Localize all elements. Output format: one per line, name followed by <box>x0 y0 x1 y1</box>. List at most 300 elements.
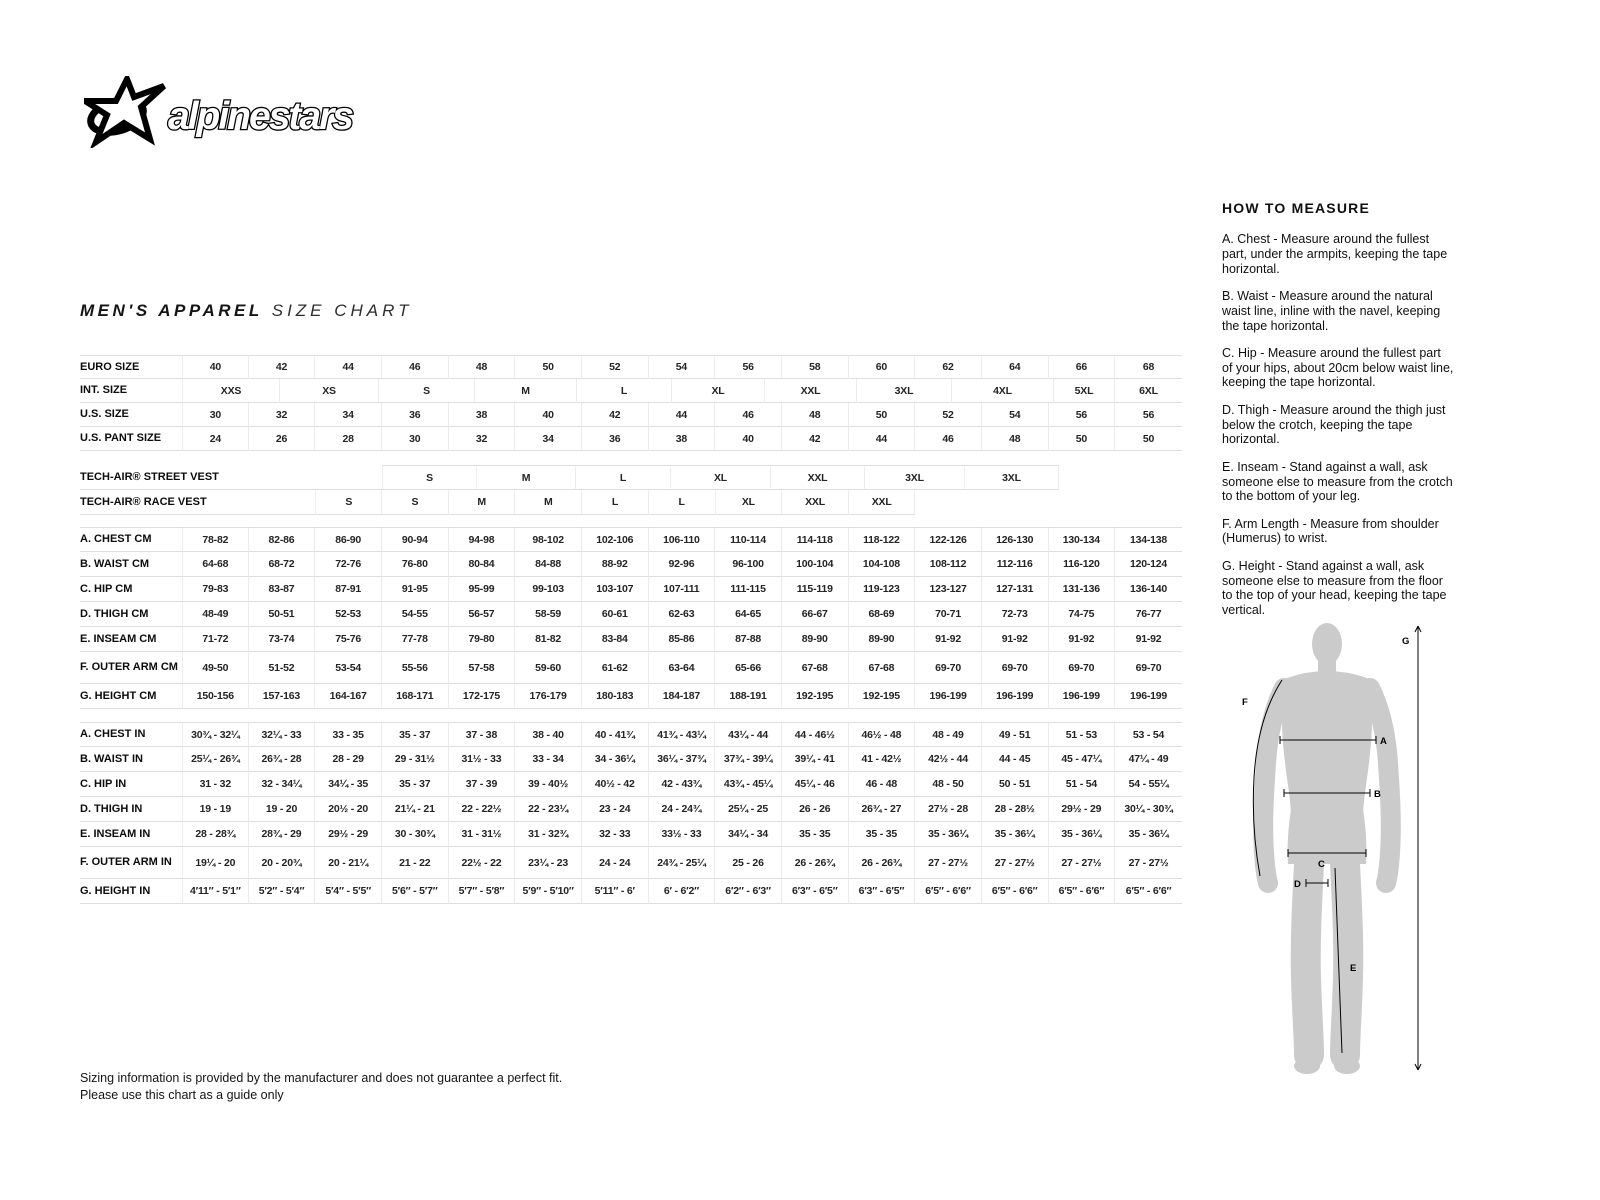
row-cells <box>182 797 1182 822</box>
table-row <box>80 797 1182 822</box>
size-cell: M <box>475 379 577 403</box>
size-cell: 69-70 <box>1115 652 1182 684</box>
size-cell: 157-163 <box>249 684 316 709</box>
size-cell: 6′5″ - 6′6″ <box>915 879 982 904</box>
size-cell: 120-124 <box>1115 552 1182 577</box>
size-cell: 60-61 <box>582 602 649 627</box>
size-cell: 130-134 <box>1049 527 1116 552</box>
size-cell: 172-175 <box>449 684 516 709</box>
size-cell: 38 <box>649 427 716 451</box>
measure-item: C. Hip - Measure around the fullest part of your hips, about 20cm below waist line, keeping the tape horizontal. <box>1222 346 1454 390</box>
size-cell: 56-57 <box>449 602 516 627</box>
size-cell: 79-83 <box>182 577 249 602</box>
size-cell: XL <box>671 465 771 490</box>
size-cell: 91-92 <box>982 627 1049 652</box>
label-inseam: E <box>1350 963 1357 974</box>
size-cell: 42 - 43¾ <box>649 772 716 797</box>
size-cell: 73-74 <box>249 627 316 652</box>
size-cell <box>249 490 316 515</box>
size-cell: 52 <box>915 403 982 427</box>
size-cell: 30 <box>382 427 449 451</box>
size-cell: 43¾ - 45¼ <box>715 772 782 797</box>
row-label: E. INSEAM IN <box>80 822 182 847</box>
table-row <box>80 403 1182 427</box>
size-cell: 19 - 20 <box>249 797 316 822</box>
table-row <box>80 527 1182 552</box>
size-cell: 69-70 <box>915 652 982 684</box>
size-cell: 58-59 <box>515 602 582 627</box>
row-label: E. INSEAM CM <box>80 627 182 652</box>
row-cells <box>182 490 1182 515</box>
size-cell: 27 - 27½ <box>982 847 1049 879</box>
label-chest: A <box>1380 736 1387 747</box>
size-cell: XXS <box>182 379 280 403</box>
size-cell: 3XL <box>965 465 1059 490</box>
size-cell: XXL <box>782 490 849 515</box>
size-cell: 21¼ - 21 <box>382 797 449 822</box>
size-cell: 116-120 <box>1049 552 1116 577</box>
size-cell: 103-107 <box>582 577 649 602</box>
label-thigh: D <box>1294 879 1301 890</box>
row-label: G. HEIGHT CM <box>80 684 182 709</box>
size-cell: 30 <box>182 403 249 427</box>
size-cell <box>1049 490 1116 515</box>
size-cell: 106-110 <box>649 527 716 552</box>
size-cell: 50 <box>515 355 582 379</box>
size-cell: 35 - 37 <box>382 722 449 747</box>
body-silhouette <box>1263 623 1391 1074</box>
size-cell: M <box>477 465 576 490</box>
size-cell: 46½ - 48 <box>849 722 916 747</box>
size-cell: 26¾ - 27 <box>849 797 916 822</box>
size-cell: 77-78 <box>382 627 449 652</box>
size-cell: 35 - 36¼ <box>915 822 982 847</box>
size-cell: 48 <box>782 403 849 427</box>
size-cell: 68-69 <box>849 602 916 627</box>
size-cell: 40½ - 42 <box>582 772 649 797</box>
size-cell: 69-70 <box>982 652 1049 684</box>
size-cell: 50 <box>1115 427 1182 451</box>
size-cell: 25 - 26 <box>715 847 782 879</box>
size-cell: 67-68 <box>849 652 916 684</box>
size-cell: 53-54 <box>315 652 382 684</box>
size-cell: 32¼ - 33 <box>249 722 316 747</box>
size-cell: 63-64 <box>649 652 716 684</box>
size-cell: 42 <box>582 403 649 427</box>
table-row <box>80 577 1182 602</box>
row-cells <box>182 465 1182 490</box>
row-label: C. HIP IN <box>80 772 182 797</box>
row-label: A. CHEST CM <box>80 527 182 552</box>
size-cell: 51-52 <box>249 652 316 684</box>
row-label: C. HIP CM <box>80 577 182 602</box>
size-cell: 34 <box>315 403 382 427</box>
size-cell: 89-90 <box>782 627 849 652</box>
size-cell: 48 - 49 <box>915 722 982 747</box>
size-cell: 52 <box>582 355 649 379</box>
table-row <box>80 684 1182 709</box>
size-cell: 22½ - 22 <box>449 847 516 879</box>
size-cell: 56 <box>1115 403 1182 427</box>
row-cells <box>182 822 1182 847</box>
how-to-measure-panel <box>1222 200 1454 631</box>
row-cells <box>182 627 1182 652</box>
size-cell: 51 - 54 <box>1049 772 1116 797</box>
size-cell: 58 <box>782 355 849 379</box>
size-cell: 115-119 <box>782 577 849 602</box>
disclaimer-line2: Please use this chart as a guide only <box>80 1088 284 1103</box>
size-cell: 40 <box>715 427 782 451</box>
size-cell: 44 <box>849 427 916 451</box>
size-cell: 66-67 <box>782 602 849 627</box>
row-label: F. OUTER ARM IN <box>80 847 182 879</box>
label-waist: B <box>1374 789 1381 800</box>
size-cell: 23¼ - 23 <box>515 847 582 879</box>
size-cell: 104-108 <box>849 552 916 577</box>
size-cell: 31½ - 33 <box>449 747 516 772</box>
size-cell: 79-80 <box>449 627 516 652</box>
row-label: U.S. SIZE <box>80 403 182 427</box>
size-cell: 33½ - 33 <box>649 822 716 847</box>
size-cell: 53 - 54 <box>1115 722 1182 747</box>
size-cell: 92-96 <box>649 552 716 577</box>
size-cell: 24 - 24¾ <box>649 797 716 822</box>
size-cell: 99-103 <box>515 577 582 602</box>
row-label: TECH-AIR® STREET VEST <box>80 465 182 490</box>
size-cell: 98-102 <box>515 527 582 552</box>
row-cells <box>182 747 1182 772</box>
row-label: D. THIGH CM <box>80 602 182 627</box>
size-cell: 94-98 <box>449 527 516 552</box>
how-to-measure-list <box>1222 232 1454 617</box>
size-cell: 85-86 <box>649 627 716 652</box>
size-cell: 32 - 33 <box>582 822 649 847</box>
size-cell: 36 <box>382 403 449 427</box>
size-cell: 55-56 <box>382 652 449 684</box>
size-cell: 196-199 <box>1115 684 1182 709</box>
size-cell: 96-100 <box>715 552 782 577</box>
size-cell: 22 - 22½ <box>449 797 516 822</box>
size-cell: XXL <box>849 490 916 515</box>
table-row <box>80 355 1182 379</box>
size-cell: 48 - 50 <box>915 772 982 797</box>
size-cell: 192-195 <box>849 684 916 709</box>
size-cell: 29½ - 29 <box>1049 797 1116 822</box>
size-cell: 83-84 <box>582 627 649 652</box>
size-cell: 37 - 39 <box>449 772 516 797</box>
row-label: G. HEIGHT IN <box>80 879 182 904</box>
size-cell: 46 <box>915 427 982 451</box>
size-cell: 196-199 <box>915 684 982 709</box>
size-cell: 45¼ - 46 <box>782 772 849 797</box>
size-cell: XXL <box>771 465 865 490</box>
how-to-measure-title: HOW TO MEASURE <box>1222 200 1370 216</box>
size-cell: 44 - 46½ <box>782 722 849 747</box>
size-cell: 54 - 55¼ <box>1115 772 1182 797</box>
size-cell: 39 - 40½ <box>515 772 582 797</box>
row-cells <box>182 355 1182 379</box>
size-cell: 5′11″ - 6′ <box>582 879 649 904</box>
row-cells <box>182 527 1182 552</box>
table-row <box>80 552 1182 577</box>
size-cell: 82-86 <box>249 527 316 552</box>
size-cell: 30¾ - 32¼ <box>182 722 249 747</box>
size-cell: 71-72 <box>182 627 249 652</box>
size-cell: 4′11″ - 5′1″ <box>182 879 249 904</box>
size-cell: 31 - 31½ <box>449 822 516 847</box>
size-cell: 25¼ - 25 <box>715 797 782 822</box>
size-cell: M <box>449 490 516 515</box>
size-cell: S <box>315 490 382 515</box>
size-cell: L <box>576 465 671 490</box>
size-cell: 26 - 26 <box>782 797 849 822</box>
size-cell: 28 - 28½ <box>982 797 1049 822</box>
row-label: EURO SIZE <box>80 355 182 379</box>
size-cell: 5′2″ - 5′4″ <box>249 879 316 904</box>
size-cell: 54-55 <box>382 602 449 627</box>
row-cells <box>182 602 1182 627</box>
table-row <box>80 427 1182 451</box>
size-cell: 36¼ - 37¾ <box>649 747 716 772</box>
row-cells <box>182 403 1182 427</box>
size-cell: 69-70 <box>1049 652 1116 684</box>
size-cell: 20½ - 20 <box>315 797 382 822</box>
size-cell: 42½ - 44 <box>915 747 982 772</box>
measure-item: F. Arm Length - Measure from shoulder (Humerus) to wrist. <box>1222 516 1439 546</box>
measurement-figure <box>1232 618 1432 1080</box>
size-cell: S <box>382 465 477 490</box>
size-cell: 38 <box>449 403 516 427</box>
size-cell: 33 - 34 <box>515 747 582 772</box>
size-cell: M <box>515 490 582 515</box>
size-cell: 176-179 <box>515 684 582 709</box>
size-cell: 76-77 <box>1115 602 1182 627</box>
size-cell: 42 <box>782 427 849 451</box>
size-cell: 180-183 <box>582 684 649 709</box>
size-cell: 118-122 <box>849 527 916 552</box>
size-cell: 47¼ - 49 <box>1115 747 1182 772</box>
size-cell: S <box>382 490 449 515</box>
size-cell: 108-112 <box>915 552 982 577</box>
size-cell: 26 - 26¾ <box>782 847 849 879</box>
size-cell: 50-51 <box>249 602 316 627</box>
size-cell: 76-80 <box>382 552 449 577</box>
size-cell: 111-115 <box>715 577 782 602</box>
size-cell: 188-191 <box>715 684 782 709</box>
table-row <box>80 879 1182 904</box>
size-cell: 48 <box>982 427 1049 451</box>
size-cell: 123-127 <box>915 577 982 602</box>
row-label: U.S. PANT SIZE <box>80 427 182 451</box>
size-cell: 32 <box>449 427 516 451</box>
size-cell: 43¼ - 44 <box>715 722 782 747</box>
size-cell: 61-62 <box>582 652 649 684</box>
size-cell: XL <box>716 490 783 515</box>
size-cell: 37¾ - 39¼ <box>715 747 782 772</box>
size-cell: 126-130 <box>982 527 1049 552</box>
size-cell: 78-82 <box>182 527 249 552</box>
size-cell: 52-53 <box>315 602 382 627</box>
size-cell: 150-156 <box>182 684 249 709</box>
size-cell: 196-199 <box>982 684 1049 709</box>
size-cell: 91-92 <box>1049 627 1116 652</box>
size-cell: 196-199 <box>1049 684 1116 709</box>
row-label: B. WAIST CM <box>80 552 182 577</box>
size-cell: 30 - 30¾ <box>382 822 449 847</box>
size-table <box>80 355 1182 904</box>
size-cell: 25¼ - 26¾ <box>182 747 249 772</box>
size-cell: 38 - 40 <box>515 722 582 747</box>
size-cell: 46 <box>715 403 782 427</box>
size-cell: 37 - 38 <box>449 722 516 747</box>
size-cell: 40 <box>182 355 249 379</box>
size-cell: 57-58 <box>449 652 516 684</box>
row-cells <box>182 427 1182 451</box>
size-cell: 67-68 <box>782 652 849 684</box>
measure-item: D. Thigh - Measure around the thigh just below the crotch, keeping the tape horizontal. <box>1222 403 1446 447</box>
page-title-main: MEN'S APPAREL <box>80 301 263 320</box>
disclaimer-line1: Sizing information is provided by the manufacturer and does not guarantee a perfect fit. <box>80 1071 563 1085</box>
size-cell: 72-73 <box>982 602 1049 627</box>
size-cell: L <box>577 379 672 403</box>
size-cell: 91-92 <box>915 627 982 652</box>
size-cell: XL <box>672 379 765 403</box>
alpinestars-wordmark: alpinestars <box>168 95 352 138</box>
size-cell: 62 <box>915 355 982 379</box>
size-cell: 28 <box>315 427 382 451</box>
size-cell: 42 <box>249 355 316 379</box>
size-cell: 68 <box>1115 355 1182 379</box>
size-cell: 83-87 <box>249 577 316 602</box>
size-cell: 6′3″ - 6′5″ <box>849 879 916 904</box>
size-cell: 60 <box>849 355 916 379</box>
size-cell: 5′7″ - 5′8″ <box>449 879 516 904</box>
size-cell: 26 <box>249 427 316 451</box>
row-cells <box>182 652 1182 684</box>
size-cell: 28 - 28¾ <box>182 822 249 847</box>
size-cell: 6′ - 6′2″ <box>649 879 716 904</box>
measure-item: G. Height - Stand against a wall, ask someone else to measure from the floor to the top of your head, keeping the tape vertical. <box>1222 559 1447 617</box>
size-cell: 5′4″ - 5′5″ <box>315 879 382 904</box>
table-row <box>80 722 1182 747</box>
size-cell: 49 - 51 <box>982 722 1049 747</box>
size-cell: 89-90 <box>849 627 916 652</box>
size-cell: 41 - 42½ <box>849 747 916 772</box>
size-cell: 6′2″ - 6′3″ <box>715 879 782 904</box>
size-cell: 114-118 <box>782 527 849 552</box>
size-cell: 65-66 <box>715 652 782 684</box>
size-cell: 62-63 <box>649 602 716 627</box>
size-cell: 5′9″ - 5′10″ <box>515 879 582 904</box>
size-cell: 90-94 <box>382 527 449 552</box>
size-cell: 72-76 <box>315 552 382 577</box>
size-cell: 21 - 22 <box>382 847 449 879</box>
size-cell <box>1059 465 1182 490</box>
size-cell: 32 - 34¼ <box>249 772 316 797</box>
size-cell: 122-126 <box>915 527 982 552</box>
size-cell: 64-68 <box>182 552 249 577</box>
size-cell: 6′3″ - 6′5″ <box>782 879 849 904</box>
size-cell: 27 - 27½ <box>1049 847 1116 879</box>
size-cell: 28 - 29 <box>315 747 382 772</box>
size-cell: 35 - 36¼ <box>1049 822 1116 847</box>
size-cell: 184-187 <box>649 684 716 709</box>
row-label: D. THIGH IN <box>80 797 182 822</box>
size-cell: 35 - 36¼ <box>1115 822 1182 847</box>
row-cells <box>182 722 1182 747</box>
size-cell: 50 - 51 <box>982 772 1049 797</box>
size-cell: 88-92 <box>582 552 649 577</box>
size-cell: 84-88 <box>515 552 582 577</box>
label-arm-length: F <box>1242 697 1248 708</box>
size-cell: 28¾ - 29 <box>249 822 316 847</box>
size-cell: 87-91 <box>315 577 382 602</box>
size-cell: 95-99 <box>449 577 516 602</box>
size-cell: 102-106 <box>582 527 649 552</box>
size-cell: 6′5″ - 6′6″ <box>982 879 1049 904</box>
row-cells <box>182 552 1182 577</box>
size-cell: 4XL <box>952 379 1054 403</box>
size-cell: 131-136 <box>1049 577 1116 602</box>
table-row <box>80 847 1182 879</box>
size-cell: 34 <box>515 427 582 451</box>
size-cell: 3XL <box>857 379 952 403</box>
alpinestars-logo-graphic <box>84 76 369 148</box>
size-cell <box>915 490 982 515</box>
size-cell: 49-50 <box>182 652 249 684</box>
size-cell: 51 - 53 <box>1049 722 1116 747</box>
size-cell: 56 <box>715 355 782 379</box>
size-cell: 50 <box>849 403 916 427</box>
size-cell: 75-76 <box>315 627 382 652</box>
size-cell: 64-65 <box>715 602 782 627</box>
table-row <box>80 772 1182 797</box>
row-label: B. WAIST IN <box>80 747 182 772</box>
measure-item: A. Chest - Measure around the fullest part, under the armpits, keeping the tape horizontal. <box>1222 232 1448 276</box>
size-cell: 19 - 19 <box>182 797 249 822</box>
size-cell: 168-171 <box>382 684 449 709</box>
size-cell <box>982 490 1049 515</box>
size-cell: 5XL <box>1054 379 1115 403</box>
size-cell: 24 - 24 <box>582 847 649 879</box>
size-cell: 45 - 47¼ <box>1049 747 1116 772</box>
size-cell: 33 - 35 <box>315 722 382 747</box>
size-cell: 19¼ - 20 <box>182 847 249 879</box>
measure-item: B. Waist - Measure around the natural waist line, inline with the navel, keeping the tape horizontal. <box>1222 289 1441 333</box>
size-cell: 80-84 <box>449 552 516 577</box>
disclaimer <box>80 1070 562 1105</box>
size-cell: 39¼ - 41 <box>782 747 849 772</box>
table-row <box>80 822 1182 847</box>
size-cell: 22 - 23¼ <box>515 797 582 822</box>
table-row <box>80 602 1182 627</box>
size-cell: 24¾ - 25¼ <box>649 847 716 879</box>
size-cell: 35 - 35 <box>782 822 849 847</box>
row-cells <box>182 772 1182 797</box>
table-row <box>80 465 1182 490</box>
size-cell: 32 <box>249 403 316 427</box>
size-cell: 34¼ - 34 <box>715 822 782 847</box>
size-cell: 81-82 <box>515 627 582 652</box>
size-cell: 127-131 <box>982 577 1049 602</box>
size-cell: 64 <box>982 355 1049 379</box>
size-cell: 134-138 <box>1115 527 1182 552</box>
row-cells <box>182 577 1182 602</box>
size-cell: 6′5″ - 6′6″ <box>1115 879 1182 904</box>
size-cell: 59-60 <box>515 652 582 684</box>
size-cell: 23 - 24 <box>582 797 649 822</box>
size-cell: L <box>649 490 716 515</box>
